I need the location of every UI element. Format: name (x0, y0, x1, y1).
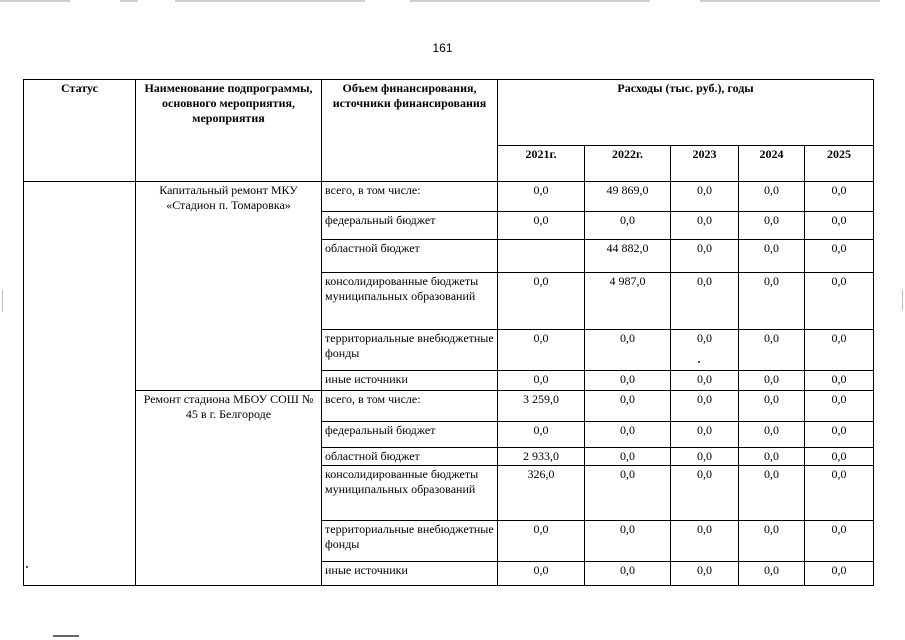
amount-cell: 0,0 (585, 212, 671, 240)
amount-cell: 0,0 (671, 371, 739, 391)
header-financing: Объем финансирования, источники финансирования (322, 80, 498, 182)
amount-cell: 0,0 (585, 371, 671, 391)
amount-cell: 0,0 (671, 273, 739, 330)
amount-cell: 0,0 (805, 330, 874, 371)
activity-name: Ремонт стадиона МБОУ СОШ № 45 в г. Белгороде (136, 391, 322, 586)
amount-cell: 49 869,0 (585, 182, 671, 212)
financing-source: территориальные внебюджетные фонды (322, 521, 498, 562)
financing-source: территориальные внебюджетные фонды (322, 330, 498, 371)
amount-cell: 0,0 (805, 273, 874, 330)
amount-cell: 0,0 (498, 273, 585, 330)
amount-cell: 0,0 (671, 330, 739, 371)
amount-cell: 0,0 (739, 521, 805, 562)
amount-cell: 0,0 (585, 422, 671, 448)
header-name: Наименование подпрограммы, основного мероприятия, мероприятия (136, 80, 322, 182)
header-year: 2024 (739, 146, 805, 182)
amount-cell: 3 259,0 (498, 391, 585, 422)
financing-source: областной бюджет (322, 448, 498, 466)
amount-cell: 0,0 (739, 391, 805, 422)
page-number: 161 (432, 41, 453, 55)
amount-cell: 0,0 (739, 240, 805, 273)
amount-cell: 0,0 (805, 562, 874, 586)
table-row (24, 182, 874, 212)
header-year: 2025 (805, 146, 874, 182)
scan-top-edge (0, 0, 905, 2)
amount-cell: 0,0 (671, 212, 739, 240)
amount-cell: 0,0 (498, 521, 585, 562)
financing-table (23, 79, 874, 586)
amount-cell: 0,0 (739, 466, 805, 521)
amount-cell: 0,0 (585, 391, 671, 422)
financing-source: федеральный бюджет (322, 422, 498, 448)
amount-cell: 0,0 (739, 212, 805, 240)
amount-cell: 0,0 (585, 466, 671, 521)
amount-cell (498, 240, 585, 273)
financing-source: всего, в том числе: (322, 182, 498, 212)
amount-cell: 0,0 (739, 422, 805, 448)
amount-cell: 0,0 (585, 521, 671, 562)
financing-source: иные источники (322, 562, 498, 586)
amount-cell: 0,0 (498, 422, 585, 448)
financing-source: консолидированные бюджеты муниципальных образований (322, 273, 498, 330)
financing-source: областной бюджет (322, 240, 498, 273)
amount-cell: 0,0 (671, 182, 739, 212)
amount-cell: 0,0 (498, 212, 585, 240)
scan-left-edge (2, 290, 3, 312)
amount-cell: 0,0 (805, 391, 874, 422)
header-year: 2021г. (498, 146, 585, 182)
amount-cell: 44 882,0 (585, 240, 671, 273)
amount-cell: 0,0 (805, 422, 874, 448)
financing-source: консолидированные бюджеты муниципальных образований (322, 466, 498, 521)
financing-source: иные источники (322, 371, 498, 391)
amount-cell: 4 987,0 (585, 273, 671, 330)
amount-cell: 0,0 (805, 371, 874, 391)
amount-cell: 0,0 (739, 562, 805, 586)
amount-cell: 0,0 (805, 448, 874, 466)
amount-cell: 0,0 (585, 330, 671, 371)
amount-cell: 326,0 (498, 466, 585, 521)
header-expenses: Расходы (тыс. руб.), годы (498, 80, 874, 146)
amount-cell: 0,0 (739, 448, 805, 466)
amount-cell: 0,0 (671, 562, 739, 586)
scan-speck (26, 566, 28, 568)
amount-cell: 0,0 (498, 182, 585, 212)
header-year: 2022г. (585, 146, 671, 182)
amount-cell: 0,0 (805, 466, 874, 521)
amount-cell: 0,0 (739, 273, 805, 330)
scan-bottom-mark (53, 635, 79, 637)
amount-cell: 0,0 (805, 240, 874, 273)
header-status: Статус (24, 80, 136, 182)
amount-cell: 0,0 (671, 391, 739, 422)
status-cell (24, 182, 136, 586)
amount-cell: 0,0 (671, 240, 739, 273)
amount-cell: 0,0 (585, 562, 671, 586)
amount-cell: 0,0 (739, 330, 805, 371)
amount-cell: 2 933,0 (498, 448, 585, 466)
amount-cell: 0,0 (805, 212, 874, 240)
amount-cell: 0,0 (498, 562, 585, 586)
table-body (24, 182, 874, 586)
header-year: 2023 (671, 146, 739, 182)
amount-cell: 0,0 (805, 521, 874, 562)
scan-right-edge (902, 290, 903, 310)
amount-cell: 0,0 (805, 182, 874, 212)
amount-cell: 0,0 (739, 182, 805, 212)
table-row (24, 391, 874, 422)
amount-cell: 0,0 (671, 448, 739, 466)
financing-source: всего, в том числе: (322, 391, 498, 422)
activity-name: Капитальный ремонт МКУ «Стадион п. Томаровка» (136, 182, 322, 391)
amount-cell: 0,0 (498, 371, 585, 391)
amount-cell: 0,0 (671, 521, 739, 562)
amount-cell: 0,0 (739, 371, 805, 391)
financing-source: федеральный бюджет (322, 212, 498, 240)
amount-cell: 0,0 (498, 330, 585, 371)
amount-cell: 0,0 (671, 422, 739, 448)
amount-cell: 0,0 (585, 448, 671, 466)
amount-cell: 0,0 (671, 466, 739, 521)
scan-speck (698, 361, 700, 363)
